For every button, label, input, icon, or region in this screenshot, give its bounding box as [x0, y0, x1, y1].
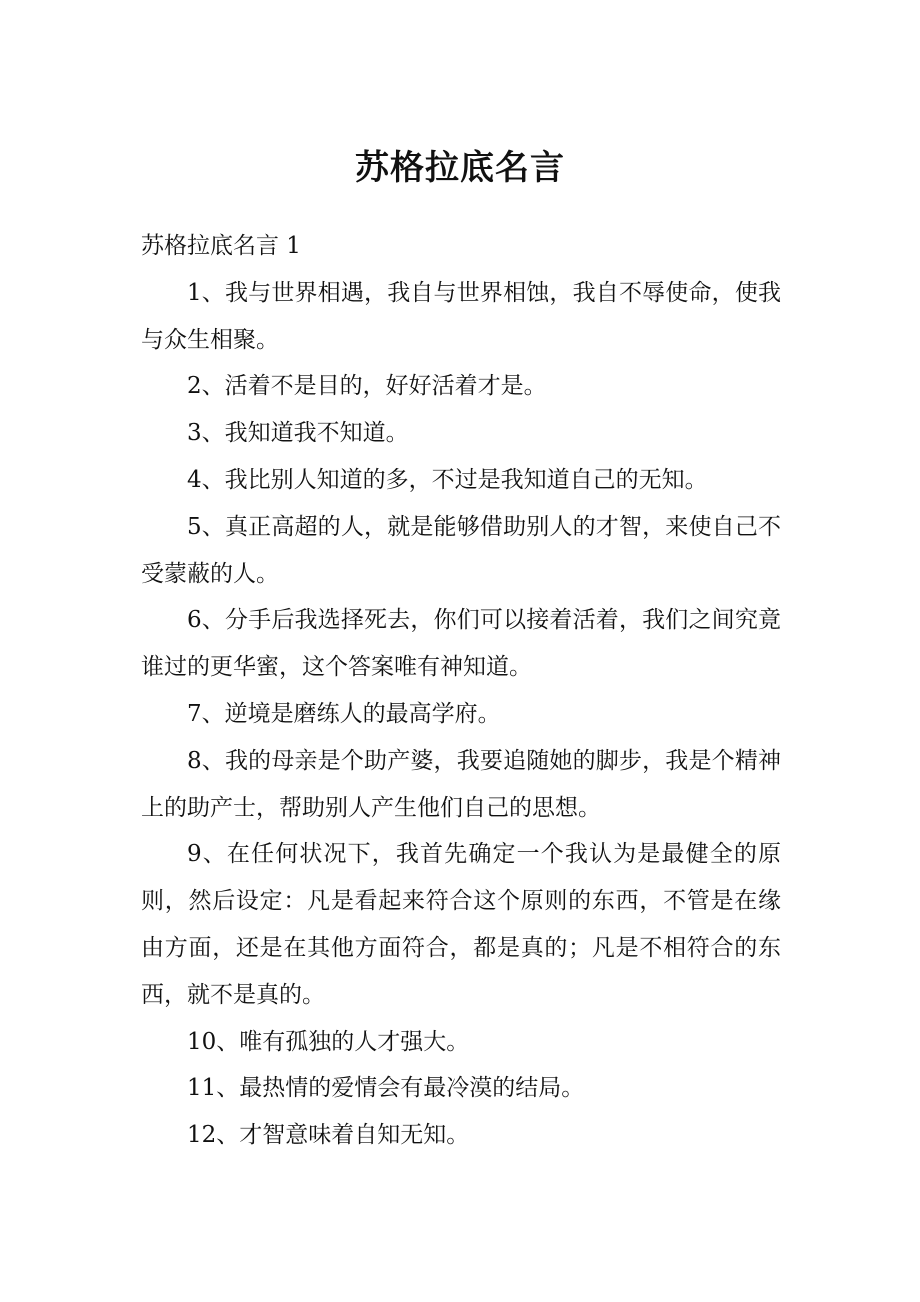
quote-3: 3、我知道我不知道。 [187, 420, 409, 447]
section-heading: 苏格拉底名言 1 [141, 233, 301, 259]
quote-8: 8、我的母亲是个助产婆，我要追随她的脚步，我是个精神上的助产士，帮助别人产生他们自己的思想。 [141, 747, 781, 821]
page-title: 苏格拉底名言 [355, 148, 565, 188]
quote-6: 6、分手后我选择死去，你们可以接着活着，我们之间究竟谁过的更华蜜，这个答案唯有神知道。 [141, 607, 781, 681]
quote-10: 10、唯有孤独的人才强大。 [187, 1028, 470, 1055]
quote-2: 2、活着不是目的，好好活着才是。 [187, 373, 547, 400]
quote-7: 7、逆境是磨练人的最高学府。 [187, 700, 501, 727]
quote-1: 1、我与世界相遇，我自与世界相蚀，我自不辱使命，使我与众生相聚。 [141, 279, 781, 353]
quote-9: 9、在任何状况下，我首先确定一个我认为是最健全的原则，然后设定：凡是看起来符合这个原则的东西，不管是在缘由方面，还是在其他方面符合，都是真的；凡是不相符合的东西，就不是真的。 [141, 841, 781, 1008]
quote-11: 11、最热情的爱情会有最冷漠的结局。 [187, 1075, 585, 1102]
quote-12: 12、才智意味着自知无知。 [187, 1122, 470, 1149]
document-body [141, 223, 781, 1159]
quote-5: 5、真正高超的人，就是能够借助别人的才智，来使自己不受蒙蔽的人。 [141, 513, 781, 587]
quote-4: 4、我比别人知道的多，不过是我知道自己的无知。 [187, 466, 708, 493]
